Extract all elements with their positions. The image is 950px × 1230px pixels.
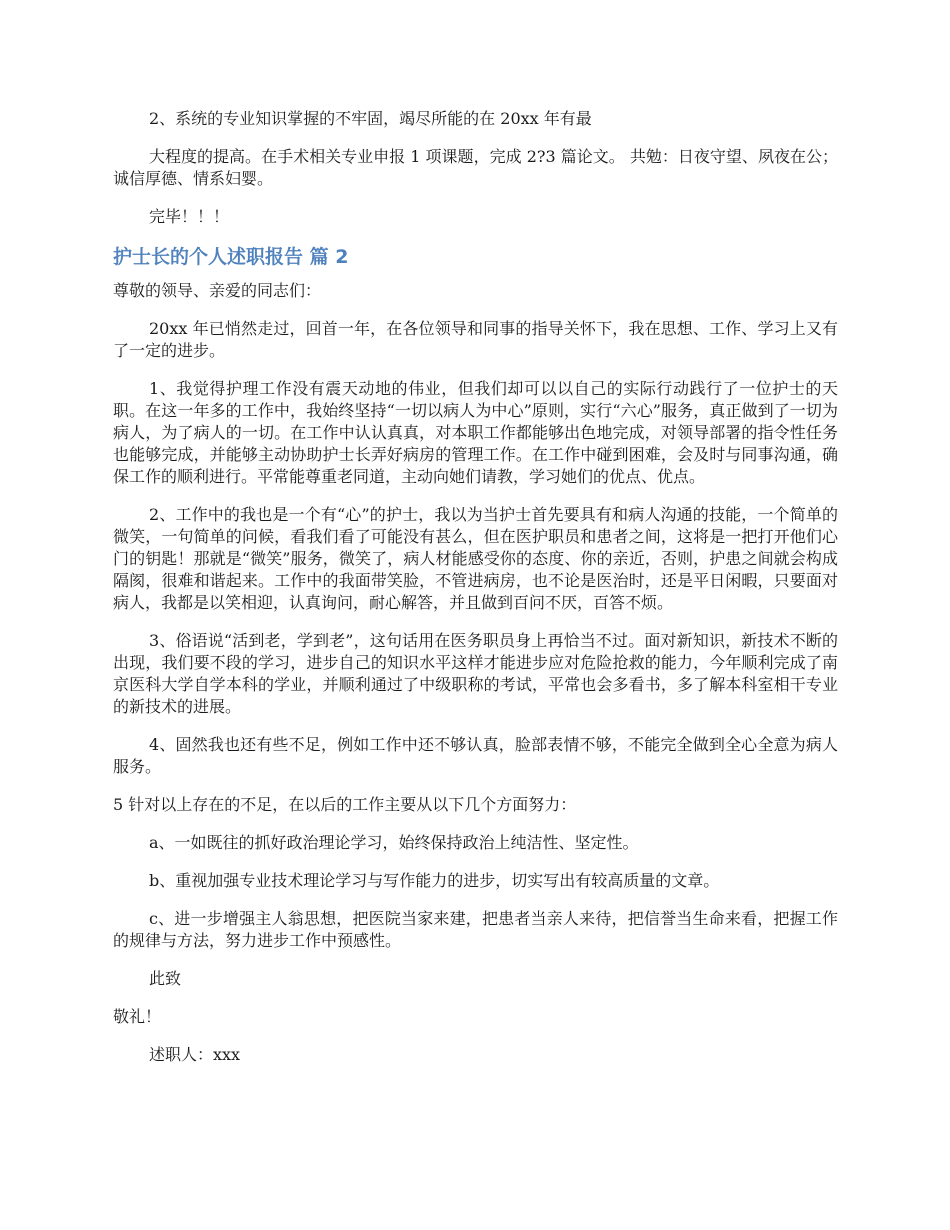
paragraph-end: 完毕！！！ xyxy=(149,207,230,226)
signature: 述职人：xxx xyxy=(149,1045,241,1064)
paragraph-sub-c: c、进一步增强主人翁思想，把医院当家来建，把患者当亲人来待，把信誉当生命来看，把握工作的规律与方法，努力进步工作中预感性。 xyxy=(113,909,838,950)
closing-line-1: 此致 xyxy=(149,969,182,988)
greeting: 尊敬的领导、亲爱的同志们： xyxy=(113,281,322,300)
section-heading: 护士长的个人述职报告 篇 2 xyxy=(113,246,349,268)
paragraph-sub-b: b、重视加强专业技术理论学习与写作能力的进步，切实写出有较高质量的文章。 xyxy=(149,871,720,890)
paragraph-item-2-tail: 大程度的提高。在手术相关专业申报 1 项课题，完成 2?3 篇论文。 共勉：日夜守望、夙夜在公；诚信厚德、情系妇婴。 xyxy=(113,147,838,188)
paragraph-sub-a: a、一如既往的抓好政治理论学习，始终保持政治上纯洁性、坚定性。 xyxy=(149,833,639,852)
closing-line-2: 敬礼！ xyxy=(113,1007,162,1026)
paragraph-point-5: 5 针对以上存在的不足，在以后的工作主要从以下几个方面努力： xyxy=(113,795,577,814)
paragraph-point-2: 2、工作中的我也是一个有“心”的护士，我以为当护士首先要具有和病人沟通的技能，一个简单的微笑，一句简单的问候，看我们看了可能没有甚么，但在医护职员和患者之间，这将是一把打开他们心门的钥匙！那就是“微笑”服务，微笑了，病人材能感受你的态度、你的亲近，否则，护患之间就会构成隔阂，很难和谐起来。工作中的我面带笑脸，不管进病房，也不论是医治时，还是平日闲暇，只要面对病人，我都是以笑相迎，认真询问，耐心解答，并且做到百问不厌，百答不烦。 xyxy=(113,505,838,612)
document-page xyxy=(113,108,838,1082)
paragraph-intro: 20xx 年已悄然走过，回首一年，在各位领导和同事的指导关怀下，我在思想、工作、学习上又有了一定的进步。 xyxy=(113,319,838,360)
paragraph-item-2-continued: 2、系统的专业知识掌握的不牢固，竭尽所能的在 20xx 年有最 xyxy=(149,109,592,128)
paragraph-point-1: 1、我觉得护理工作没有震天动地的伟业，但我们却可以以自己的实际行动践行了一位护士的天职。在这一年多的工作中，我始终坚持“一切以病人为中心”原则，实行“六心”服务，真正做到了一切为病人，为了病人的一切。在工作中认认真真，对本职工作都能够出色地完成，对领导部署的指令性任务也能够完成，并能够主动协助护士长弄好病房的管理工作。在工作中碰到困难，会及时与同事沟通，确保工作的顺利进行。平常能尊重老同道，主动向她们请教，学习她们的优点、优点。 xyxy=(113,379,838,486)
paragraph-point-3: 3、俗语说“活到老，学到老”，这句话用在医务职员身上再恰当不过。面对新知识，新技术不断的出现，我们要不段的学习，进步自己的知识水平这样才能进步应对危险抢救的能力，今年顺利完成了南京医科大学自学本科的学业，并顺利通过了中级职称的考试，平常也会多看书，多了解本科室相干专业的新技术的进展。 xyxy=(113,631,838,716)
paragraph-point-4: 4、固然我也还有些不足，例如工作中还不够认真，脸部表情不够，不能完全做到全心全意为病人服务。 xyxy=(113,735,838,776)
